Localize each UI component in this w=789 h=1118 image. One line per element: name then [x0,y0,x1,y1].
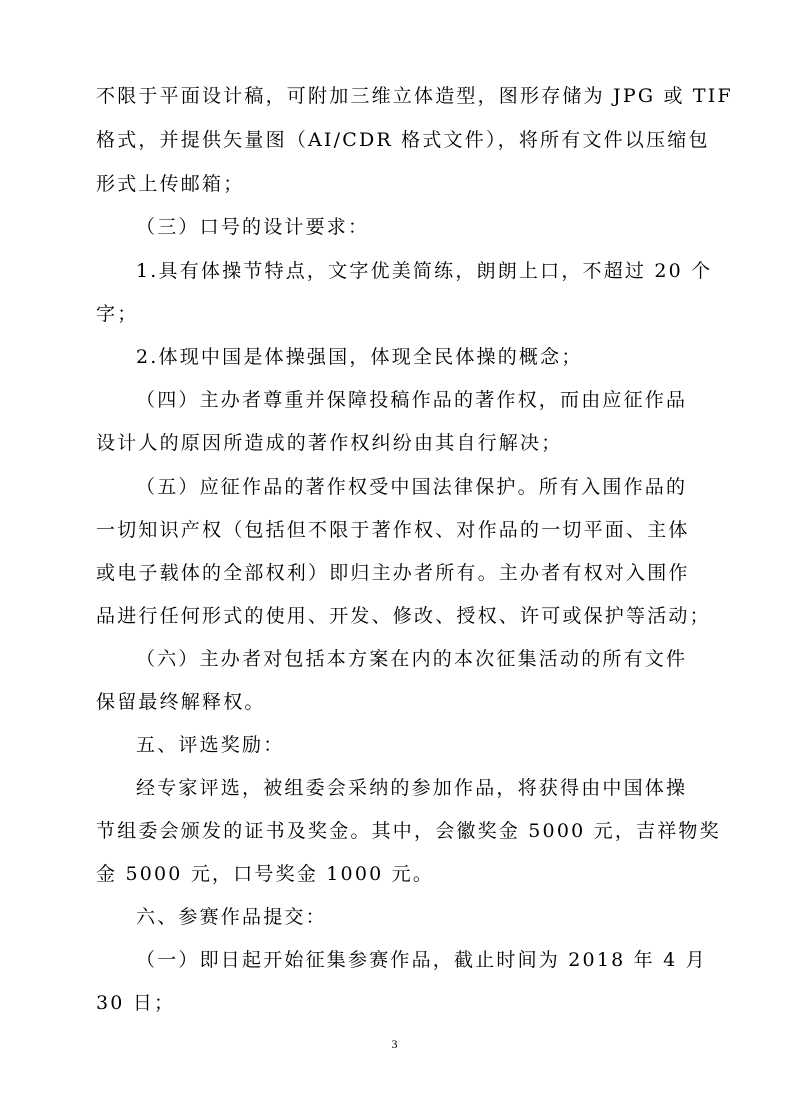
text-line: 格式，并提供矢量图（AI/CDR 格式文件），将所有文件以压缩包 [96,129,710,151]
text-line: 字； [96,303,139,325]
section-heading: 六、参赛作品提交： [136,906,327,928]
page-number: 3 [391,1037,398,1051]
text-line: 2.体现中国是体操强国，体现全民体操的概念； [136,346,583,368]
text-line: 节组委会颁发的证书及奖金。其中，会徽奖金 5000 元，吉祥物奖 [96,820,721,842]
text-line: 经专家评选，被组委会采纳的参加作品，将获得由中国体操 [136,777,688,799]
text-line: 30 日； [96,992,176,1014]
text-line: 金 5000 元，口号奖金 1000 元。 [96,863,435,885]
section-heading: 五、评选奖励： [136,734,285,756]
text-line: （五）应征作品的著作权受中国法律保护。所有入围作品的 [136,476,688,498]
text-line: （四）主办者尊重并保障投稿作品的著作权，而由应征作品 [136,389,688,411]
text-line: （一）即日起开始征集参赛作品，截止时间为 2018 年 4 月 [136,949,707,971]
text-line: 一切知识产权（包括但不限于著作权、对作品的一切平面、主体 [96,519,690,541]
text-line: 1.具有体操节特点，文字优美简练，朗朗上口，不超过 20 个 [136,260,713,282]
text-line: 或电子载体的全部权利）即归主办者所有。主办者有权对入围作 [96,562,690,584]
text-line: 保留最终解释权。 [96,691,266,713]
text-line: 形式上传邮箱； [96,173,245,195]
text-line: （六）主办者对包括本方案在内的本次征集活动的所有文件 [136,648,688,670]
text-line: 不限于平面设计稿，可附加三维立体造型，图形存储为 JPG 或 TIF [96,85,733,107]
section-heading: （三）口号的设计要求： [136,216,370,238]
text-line: 品进行任何形式的使用、开发、修改、授权、许可或保护等活动； [96,605,711,627]
text-line: 设计人的原因所造成的著作权纠纷由其自行解决； [96,432,563,454]
